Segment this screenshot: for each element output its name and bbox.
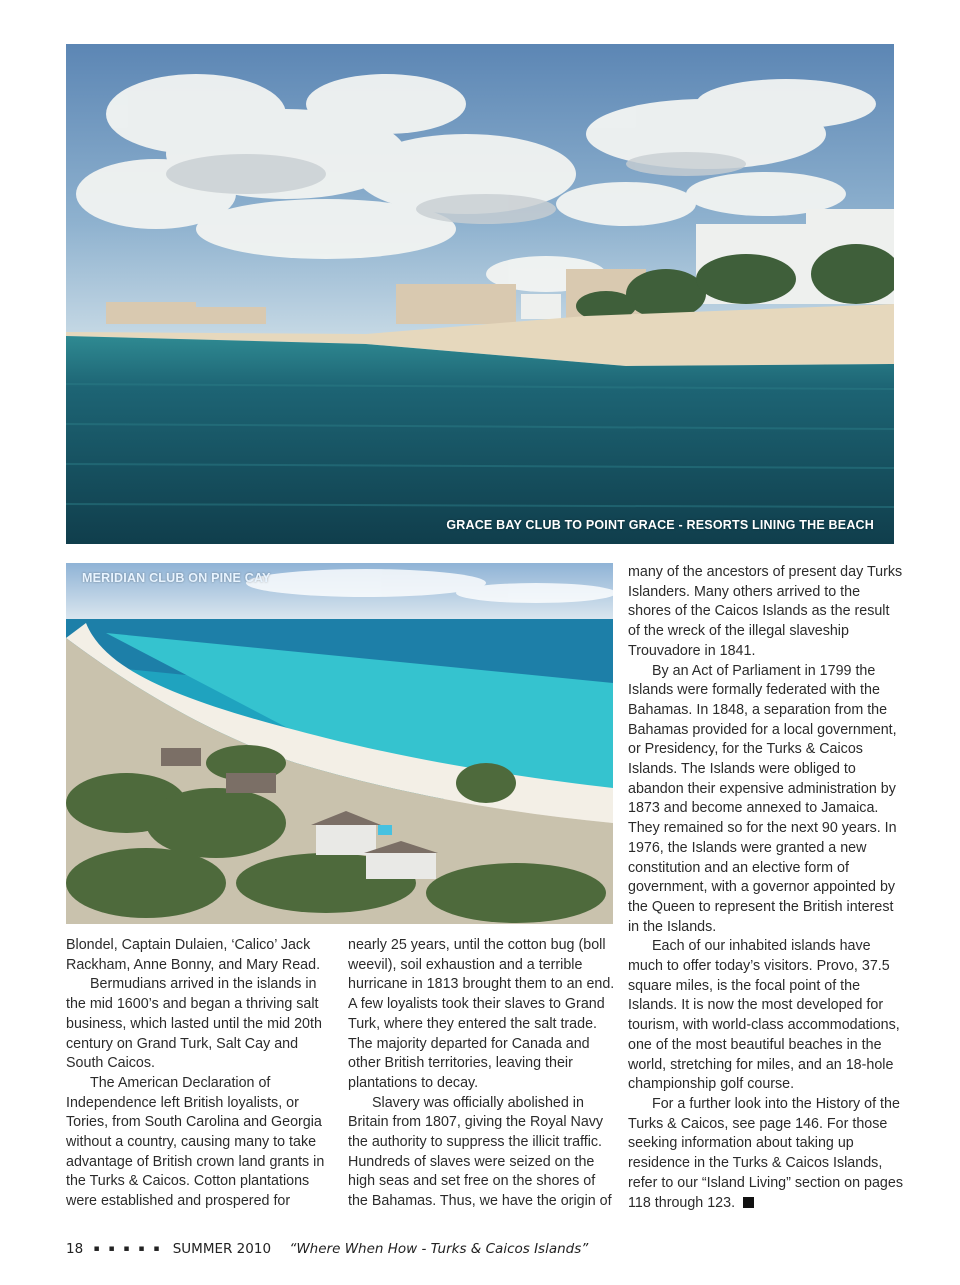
paragraph: nearly 25 years, until the cotton bug (boll weevil), soil exhaustion and a terrible hurricane in 1813 brought them to an end. A few loyalists took their slaves to Grand Turk, where they entered the salt trade. The majority departed for Canada and other British territories, leaving their plantations to decay. xyxy=(348,937,615,1091)
text-column-1 xyxy=(66,936,338,1212)
publication-title: “Where When How - Turks & Caicos Islands” xyxy=(289,1241,589,1257)
paragraph: Blondel, Captain Dulaien, ‘Calico’ Jack Rackham, Anne Bonny, and Mary Read. xyxy=(66,937,321,973)
page-footer xyxy=(66,1241,588,1257)
paragraph: many of the ancestors of present day Turks Islanders. Many others arrived to the shores of the Caicos Islands as the result of the wreck of the illegal slaveship Trouvadore in 1841. xyxy=(628,564,903,659)
paragraph: Slavery was officially abolished in Britain from 1807, giving the Royal Navy the authority to suppress the illicit traffic. Hundreds of slaves were seized on the high seas and set free on the shores of the Bahamas. Thus, we have the origin of xyxy=(348,1094,612,1210)
paragraph xyxy=(628,1095,904,1213)
issue-label: SUMMER 2010 xyxy=(172,1241,272,1257)
paragraph: Each of our inhabited islands have much to offer today’s visitors. Provo, 37.5 square miles, is the focal point of the Islands. It is now the most developed for tourism, with world-class accommodations, one of the most beautiful beaches in the world, stretching for miles, and an 18-hole championship golf course. xyxy=(628,938,900,1093)
meridian-club-caption: MERIDIAN CLUB ON PINE CAY xyxy=(82,571,271,585)
paragraph: The American Declaration of Independence left British loyalists, or Tories, from South Carolina and Georgia without a country, causing many to take advantage of British crown land grants in the Turks & Caicos. Cotton plantations were established and prospered for xyxy=(66,1074,325,1210)
page-number: 18 xyxy=(66,1241,84,1257)
paragraph: By an Act of Parliament in 1799 the Islands were formally federated with the Bahamas. In 1848, a separation from the Bahamas provided for a local government, or Presidency, for the Turks & Caicos Islands. The Islands were obliged to abandon their expensive administration by 1873 and become annexed to Jamaica. They remained so for the next 90 years. In 1976, the Islands were granted a new constitution and an elective form of government, with a governor appointed by the Queen to represent the British interest in the Islands. xyxy=(628,662,897,935)
paragraph: Bermudians arrived in the islands in the mid 1600’s and began a thriving salt business, which lasted until the mid 20th century on Grand Turk, Salt Cay and South Caicos. xyxy=(66,976,322,1072)
paragraph-text: For a further look into the History of the Turks & Caicos, see page 146. For those seeking information about taking up residence in the Turks & Caicos Islands, refer to our “Island Living” section on pages 118 through 123. xyxy=(628,1095,903,1211)
meridian-club-photo xyxy=(66,563,613,924)
end-of-article-mark xyxy=(743,1197,754,1208)
text-column-2 xyxy=(348,936,616,1212)
footer-dots: ▪ ▪ ▪ ▪ ▪ xyxy=(93,1244,163,1254)
grace-bay-caption: GRACE BAY CLUB TO POINT GRACE - RESORTS LINING THE BEACH xyxy=(446,518,874,532)
text-column-3 xyxy=(628,563,904,1213)
grace-bay-photo xyxy=(66,44,894,544)
